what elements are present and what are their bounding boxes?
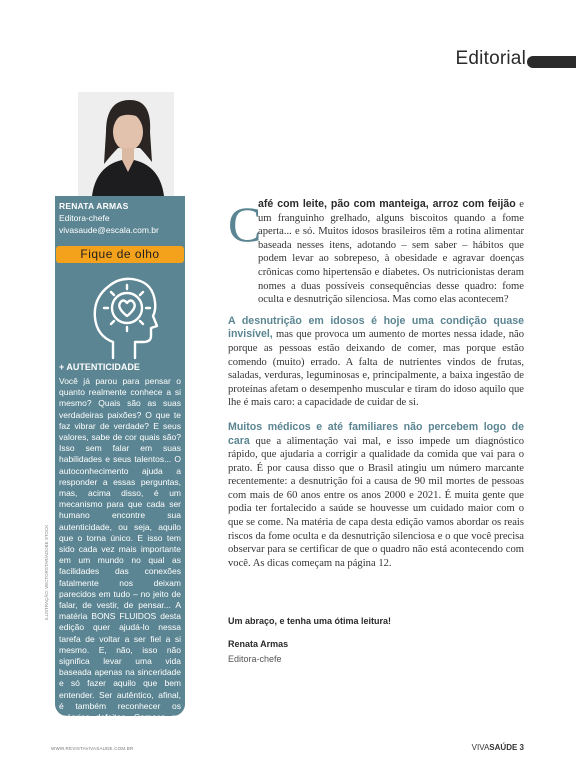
footer-magazine: [472, 743, 524, 752]
footer-url: WWW.REVISTAVIVASAUDE.COM.BR: [51, 746, 134, 751]
signature-name: Renata Armas: [228, 639, 289, 649]
signature-role: Editora-chefe: [228, 654, 282, 664]
author-role: Editora-chefe: [59, 213, 110, 223]
section-title-bar: [527, 56, 576, 68]
page-number: 3: [519, 743, 524, 752]
sidebar-panel: [55, 196, 185, 734]
author-email: vivasaude@escala.com.br: [59, 225, 159, 235]
closing-line: Um abraço, e tenha uma ótima leitura!: [228, 616, 392, 626]
author-photo: [78, 92, 174, 196]
fique-de-olho-tag: Fique de olho: [56, 246, 184, 263]
sidebar-section-body: Você já parou para pensar o quanto realmente conhece a si mesmo? Quais são as suas verdadeiras paixões? O que te faz vibrar de verdade? E seus valores, sabe de cor quais são? Isso sem falar em suas habilidades e seus talentos... O autoconhecimento ajuda a responder a essas perguntas, mas, acima disso, é um mecanismo para que cada ser humano encontre sua autenticidade, ou seja, aquilo que o torna único. E isso tem sido cada vez mais importante em um mundo no qual as facilidades das conexões fatalmente nos deixam parecidos em tudo – no jeito de falar, de vestir, de pensar... A matéria BONS FLUIDOS desta edição quer ajudá-lo nessa tarefa de voltar a ser fiel a si mesmo. E, não, isso não significa levar uma vida baseada apenas na sinceridade e só fazer aquilo que bem entender. Ser autêntico, afinal, é também reconhecer os próprios defeitos. Começa na página 44.: [59, 376, 181, 734]
section-title: Editorial: [455, 48, 526, 69]
article-lead-2: A desnutrição em idosos é hoje uma condição quase invisível,: [228, 314, 524, 341]
author-portrait-illustration: [78, 92, 174, 196]
article-text-1: e um franguinho grelhado, alguns biscoitos quando a fome aperta... e só. Muitos idosos brasileiros têm a rotina alimentar baseada nesses itens, adotando – sem saber – hábitos que podem levar ao sobrepeso, à obesidade e agravar doenças crônicas como hipertensão e diabetes. Os nutricionistas deram nomes a duas possíveis consequências desse quadro: fome oculta e desnutrição silenciosa. Mas como elas acontecem?: [258, 199, 524, 306]
sidebar-section-title: + AUTENTICIDADE: [59, 362, 140, 372]
article-text-3: que a alimentação vai mal, e isso impede um diagnóstico rápido, que ajudaria a corrigir a qualidade da comida que vai para o prato. É por causa disso que o Brasil atingiu um número marcante recentemente: a desnutrição foi a causa de 90 mil mortes de pessoas com mais de 60 anos entre os anos 2000 e 2021. É muita gente que podia ter fortalecido a saúde se houvesse um cuidado maior com o que se come. Na matéria de capa desta edição vamos abordar os reais riscos da fome oculta e da desnutrição silenciosa e o que você precisa observar para se certificar de que o quadro não está acontecendo com você. As dicas começam na página 12.: [228, 435, 524, 569]
article-body: [228, 198, 524, 581]
head-heart-icon: [83, 270, 161, 362]
drop-cap: C: [228, 196, 262, 252]
illustration-credit: ILUSTRAÇÃO: VECTORSTAR/ADOBE STOCK: [44, 524, 49, 620]
article-lead-1: afé com leite, pão com manteiga, arroz com feijão: [258, 198, 516, 210]
footer-mag-prefix: VIVA: [471, 743, 490, 752]
author-name: RENATA ARMAS: [59, 201, 129, 211]
article-paragraph-3: [228, 421, 524, 571]
article-lead-3: Muitos médicos e até familiares não percebem logo de cara: [228, 420, 524, 447]
footer-mag-name: SAÚDE: [489, 743, 518, 752]
article-paragraph-1: [228, 198, 524, 307]
article-paragraph-2: [228, 315, 524, 410]
article-text-2: mas que provoca um aumento de mortes nessa idade, não porque as pessoas estão deixando de comer, mas porque estão comendo (muito) errado. A falta de nutrientes vindos de frutas, saladas, verduras, leguminosas e, principalmente, a baixa ingestão de proteínas afetam o desempenho muscular e tiram do idoso aquilo que lhe é mais caro: a capacidade de cuidar de si.: [228, 329, 524, 409]
